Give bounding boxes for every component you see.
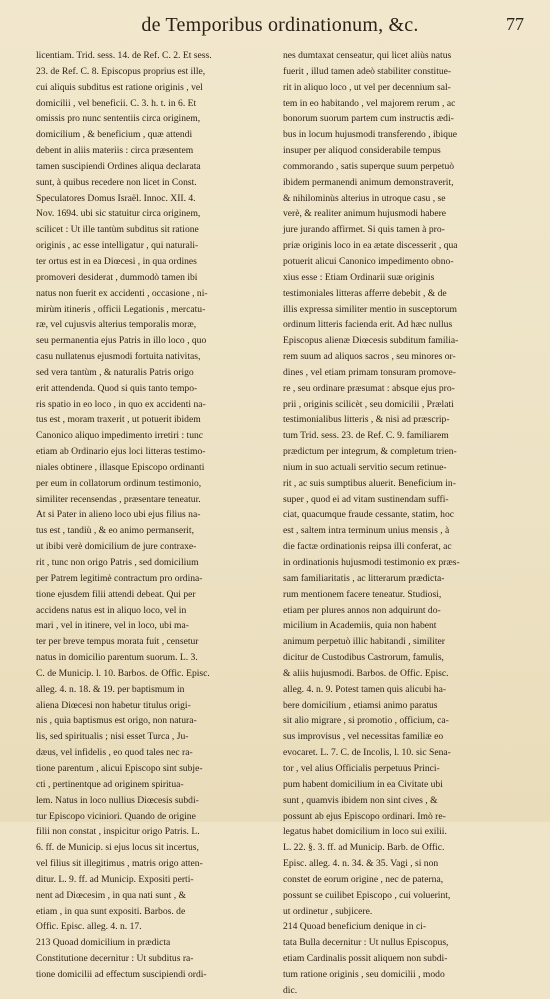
text-line: natus in domicilio parentum suorum. L. 3.: [36, 652, 198, 664]
text-line: seu permanentia ejus Patris in illo loco , quo: [36, 335, 207, 347]
text-line: possunt ab ejus Episcopo ordinari. Imò re-: [283, 810, 446, 822]
text-line: micilium in Academiis, quia non habent: [283, 620, 437, 632]
text-line: mirùm itineris , officii Legationis , mercatu-: [36, 303, 206, 315]
text-line: Nov. 1694. ubi sic statuitur circa originem,: [36, 208, 201, 220]
text-line: pum habent domicilium in ea Civitate ubi: [283, 778, 443, 790]
text-line: verè, & realiter animum hujusmodi habere: [283, 208, 447, 220]
text-line: 6. ff. de Municip. si ejus locus sit incertus,: [36, 842, 199, 854]
text-line: vel filius sit illegitimus , matris origo atten-: [36, 858, 203, 870]
text-line: ter ortus est in ea Diœcesi , in qua ordines: [36, 255, 197, 267]
text-line: ter per breve tempus morata fuit , censetur: [36, 636, 199, 648]
text-line: lem. Natus in loco nullius Diœcesis subdi-: [36, 794, 199, 806]
text-line: prii , originis scilicèt , seu domicilii , Prælati: [283, 398, 454, 410]
text-line: etiam Cardinalis possit aliquem non subdi-: [283, 953, 448, 965]
text-line: niales obtinere , illasque Episcopo ordinanti: [36, 461, 205, 473]
text-line: tione domicilii ad effectum suscipiendi ordi-: [36, 968, 207, 980]
running-title: de Temporibus ordinationum, &c.: [141, 14, 419, 36]
text-line: re , seu ordinare præsumat : absque ejus pro-: [283, 382, 455, 394]
text-line: Canonico aliquo impedimento irretiri : tunc: [36, 430, 204, 442]
text-line: priæ originis loco in ea ætate discesserit , qua: [283, 240, 458, 252]
text-line: nent ad Diœcesim , in qua nati sunt , &: [36, 889, 187, 901]
text-line: fuerit , illud tamen adeò stabiliter constitue-: [283, 65, 452, 77]
text-line: evocaret. L. 7. C. de Incolis, l. 10. sic Sena-: [283, 747, 451, 759]
text-line: At si Pater in alieno loco ubi ejus filius na-: [36, 509, 201, 521]
text-line: dic.: [283, 984, 298, 996]
text-line: tur Episcopo viciniori. Quando de origine: [36, 810, 196, 822]
text-line: constet de eorum origine , nec de paterna,: [283, 873, 444, 885]
text-line: rum mentionem facere teneatur. Studiosi,: [283, 588, 442, 600]
text-line: alleg. 4. n. 9. Potest tamen quis alicubi ha-: [283, 683, 447, 695]
text-line: aliena Diœcesi non habetur titulus origi-: [36, 699, 191, 711]
text-line: tem in eo habitando , vel majorem rerum , ac: [283, 97, 456, 109]
left-column: [36, 48, 273, 980]
text-line: promoveri desiderat , dummodò tamen ibi: [36, 271, 198, 283]
text-line: cti , pertinentque ad originem spiritua-: [36, 778, 184, 790]
text-line: xius esse : Etiam Ordinarii suæ originis: [283, 271, 435, 283]
text-line: nes dumtaxat censeatur, qui licet aliùs natus: [283, 50, 452, 61]
text-line: rit , tunc non origo Patris , sed domicilium: [36, 557, 199, 568]
text-line: tum ratione originis , seu domicilii , modo: [283, 968, 445, 980]
text-line: ut ibibi verè domicilium de jure contraxe-: [36, 541, 197, 553]
text-line: insuper per aliquod considerabile tempus: [283, 145, 441, 157]
text-line: & aliis hujusmodi. Barbos. de Offic. Episc.: [283, 667, 449, 679]
text-line: ditur. L. 9. ff. ad Municip. Expositi perti-: [36, 873, 194, 885]
text-line: in ordinationis hujusmodi testimonio ex præs-: [283, 557, 460, 568]
text-line: debent in aliis materiis : circa præsentem: [36, 145, 194, 157]
text-line: ut ordinetur , subjicere.: [283, 905, 373, 917]
text-line: ræ, vel cujusvis alterius temporalis moræ,: [36, 319, 197, 331]
text-line: testimonialibus litteris , & nisi ad præscrip-: [283, 414, 450, 426]
text-line: bus in locum hujusmodi transferendo , ibique: [283, 129, 457, 141]
text-line: tus est , tandiù , & eo animo permanserit,: [36, 525, 194, 537]
text-line: ciat, quacumque fraude cessante, statim, hoc: [283, 509, 455, 521]
text-line: sunt, à quibus recedere non licet in Const.: [36, 176, 197, 188]
text-line: dines , vel etiam primam tonsuram promove-: [283, 366, 456, 378]
text-line: jure jurando affirmet. Si quis tamen à pro-: [283, 224, 445, 236]
text-line: originis , ac esse intelligatur , qui naturali-: [36, 240, 199, 252]
text-line: casu nullatenus ejusmodi fortuita nativitas,: [36, 351, 201, 363]
text-line: dicitur de Custodibus Castrorum, famulis,: [283, 652, 444, 664]
text-line: etiam per plures annos non adquirunt do-: [283, 604, 441, 616]
text-line: sit alio migrare , si promotio , officium, ca-: [283, 715, 449, 727]
text-line: Speculatores Domus Israël. Innoc. XII. 4.: [36, 192, 196, 204]
text-line: erit attendenda. Quod si quis tanto tempo-: [36, 382, 198, 394]
text-line: potuerit alicui Canonico impedimento obno-: [283, 255, 454, 267]
text-line: rit , ac suis sumptibus aluerit. Beneficium in-: [283, 477, 456, 489]
text-line: rem suum ad aliquos sacros , seu minores or-: [283, 351, 456, 363]
text-line: tor , vel alius Officialis perpetuus Princi-: [283, 762, 440, 774]
text-line: per Patrem legitimè contractum pro ordina-: [36, 572, 203, 584]
text-line: natus non fuerit ex accidenti , occasione , ni-: [36, 287, 208, 299]
text-line: C. de Municip. l. 10. Barbos. de Offic. Episc.: [36, 667, 210, 679]
text-line: Episc. alleg. 4. n. 34. & 35. Vagi , si non: [283, 858, 439, 870]
text-line: sam familiaritatis , ac litterarum prædicta-: [283, 572, 445, 584]
text-line: 23. de Ref. C. 8. Episcopus proprius est ille,: [36, 65, 206, 77]
text-line: licentiam. Trid. sess. 14. de Ref. C. 2. Et sess.: [36, 50, 212, 61]
page-header: [0, 14, 550, 42]
text-line: filii non constat , inspicitur origo Patris. L.: [36, 826, 200, 838]
text-line: tione parentum , alicui Episcopo sint subje-: [36, 762, 203, 774]
text-line: die factæ ordinationis reipsa illi conferat, ac: [283, 541, 452, 553]
text-line: scilicet : Ut ille tantùm subditus sit ratione: [36, 224, 199, 236]
text-line: ibidem permanendi animum demonstraverit,: [283, 176, 454, 188]
text-line: 214 Quoad beneficium denique in ci-: [283, 921, 427, 933]
text-line: mari , vel in itinere, vel in loco, ubi ma-: [36, 620, 189, 632]
text-line: ris spatio in eo loco , in quo ex accidenti na-: [36, 398, 206, 410]
text-line: super , quod ei ad vitam sustinendam suffi-: [283, 493, 449, 505]
text-line: domicilium , & beneficium , quæ attendi: [36, 129, 193, 141]
text-line: Constitutione decernitur : Ut subditus ra-: [36, 953, 194, 965]
text-line: illis expressa similiter mentio in susceptorum: [283, 303, 457, 315]
text-line: bere domicilium , etiamsi animo paratus: [283, 699, 438, 711]
text-line: dæus, vel infidelis , eo quod tales nec ra-: [36, 747, 193, 759]
text-line: cui aliquis subditus est ratione originis , vel: [36, 81, 203, 93]
text-line: prædictum per integrum, & completum trien-: [283, 446, 457, 458]
text-line: sus improvisus , vel necessitas familiæ eo: [283, 731, 444, 743]
text-line: tione ejusdem filii attendi debeat. Qui per: [36, 588, 196, 600]
text-line: tamen suscipiendi Ordines aliqua declarata: [36, 160, 201, 172]
text-line: Episcopus alienæ Diœcesis subditum familia-: [283, 335, 459, 347]
text-line: est , saltem intra terminum unius mensis , à: [283, 525, 450, 537]
text-line: animum perpetuò illic habitandi , similiter: [283, 636, 445, 648]
text-line: possunt se cuilibet Episcopo , cui voluerint,: [283, 889, 451, 901]
text-line: nium in suo actuali servitio secum retinue-: [283, 461, 447, 473]
text-line: lis, sed spiritualis ; nisi esset Turca , Ju-: [36, 731, 189, 743]
text-line: similiter recensendas , præsentare teneatur.: [36, 493, 201, 505]
text-line: tus est , moram traxerit , ut potuerit ibidem: [36, 414, 201, 426]
text-line: ordinum litteris facienda erit. Ad hæc nullus: [283, 319, 453, 331]
text-line: rit in aliquo loco , ut vel per decennium sal-: [283, 81, 451, 93]
text-line: L. 22. §. 3. ff. ad Municip. Barb. de Offic.: [283, 842, 445, 854]
text-line: etiam ab Ordinario ejus loci litteras testimo-: [36, 446, 206, 458]
text-line: testimoniales litteras afferre debebit , & de: [283, 287, 447, 299]
text-line: commorando , satis superque suum perpetuò: [283, 160, 455, 172]
text-line: sunt , quamvis ibidem non sint cives , &: [283, 794, 438, 806]
text-line: 213 Quoad domicilium in prædicta: [36, 937, 171, 949]
text-line: sed vera tantùm , & naturalis Patris origo: [36, 366, 194, 378]
text-line: etiam , in qua sunt expositi. Barbos. de: [36, 905, 186, 917]
page-number: 77: [506, 14, 524, 34]
text-line: tum Trid. sess. 23. de Ref. C. 9. familiarem: [283, 430, 449, 442]
text-line: domicilii , vel beneficii. C. 3. h. t. in 6. Et: [36, 97, 197, 109]
text-line: bonorum suorum partem cum instructis ædi-: [283, 113, 454, 125]
text-line: & nihilominùs alterius in utroque casu , se: [283, 192, 446, 204]
text-line: nis , quia baptismus est origo, non natura-: [36, 715, 197, 727]
text-line: alleg. 4. n. 18. & 19. per baptismum in: [36, 683, 185, 695]
text-line: per eum in collatorum ordinum testimonio,: [36, 477, 202, 489]
text-line: accidens natus est in aliquo loco, vel in: [36, 604, 187, 616]
text-line: legatus habet domicilium in loco sui exilii.: [283, 826, 447, 838]
text-line: tata Bulla decernitur : Ut nullus Episcopus,: [283, 937, 449, 949]
right-column: [283, 48, 520, 996]
text-line: Offic. Episc. alleg. 4. n. 17.: [36, 921, 142, 933]
text-line: omissis pro nunc sententiis circa originem,: [36, 113, 201, 125]
